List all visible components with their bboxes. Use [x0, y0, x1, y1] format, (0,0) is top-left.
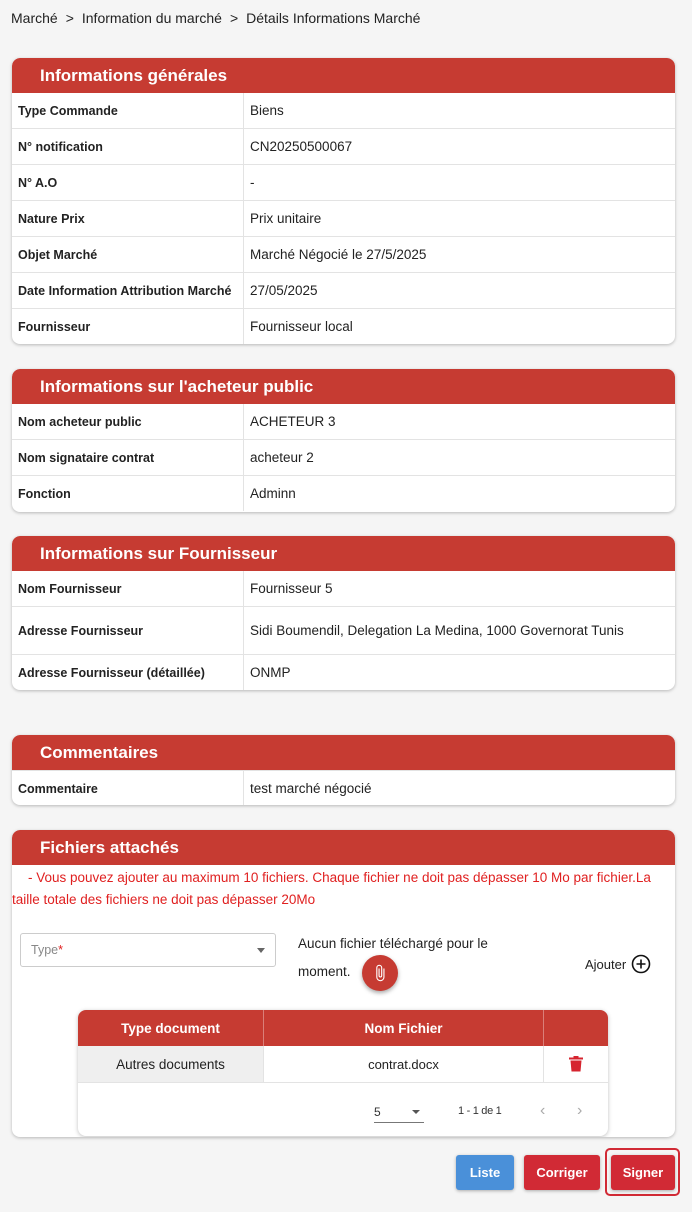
supplier-info-card	[12, 536, 675, 690]
buyer-info-title: Informations sur l'acheteur public	[12, 369, 675, 404]
info-label: Commentaire	[12, 771, 244, 805]
info-label: Fonction	[12, 476, 244, 511]
info-label: Nom signataire contrat	[12, 440, 244, 475]
plus-circle-icon	[631, 954, 651, 974]
info-label: N° A.O	[12, 165, 244, 200]
type-select-placeholder: Type	[31, 943, 59, 957]
column-header-type: Type document	[78, 1010, 264, 1046]
info-value: Fournisseur 5	[250, 581, 333, 596]
breadcrumb	[11, 10, 420, 26]
table-row	[78, 1046, 608, 1083]
chevron-down-icon	[257, 948, 265, 953]
info-row	[12, 439, 675, 475]
info-row	[12, 308, 675, 344]
info-value: Fournisseur local	[250, 319, 353, 334]
info-row	[12, 236, 675, 272]
info-value: -	[250, 175, 255, 190]
buyer-info-rows	[12, 404, 675, 511]
correct-button[interactable]: Corriger	[524, 1155, 600, 1190]
info-row	[12, 164, 675, 200]
cell-file-name: contrat.docx	[264, 1046, 544, 1082]
chevron-down-icon	[412, 1110, 420, 1114]
delete-file-button[interactable]	[544, 1046, 608, 1082]
page-range: 1 - 1 de 1	[458, 1105, 502, 1117]
info-value: CN20250500067	[250, 139, 353, 154]
info-value: Biens	[250, 103, 284, 118]
info-label: Adresse Fournisseur (détaillée)	[12, 655, 244, 690]
column-header-name: Nom Fichier	[264, 1010, 544, 1046]
attached-files-card	[12, 830, 675, 1137]
required-asterisk: *	[58, 943, 63, 957]
type-select[interactable]	[20, 933, 276, 967]
info-label: N° notification	[12, 129, 244, 164]
info-row	[12, 770, 675, 805]
no-file-message: Aucun fichier téléchargé pour le moment.	[298, 936, 488, 979]
info-label: Nom acheteur public	[12, 404, 244, 439]
list-button[interactable]: Liste	[456, 1155, 514, 1190]
buyer-info-card	[12, 369, 675, 512]
info-label: Nature Prix	[12, 201, 244, 236]
breadcrumb-item-marche[interactable]: Marché	[11, 10, 58, 26]
info-label: Adresse Fournisseur	[12, 607, 244, 654]
file-limit-note: - Vous pouvez ajouter au maximum 10 fichiers. Chaque fichier ne doit pas dépasser 10 Mo par fichier.La taille totale des fichiers ne doit pas dépasser 20Mo	[12, 870, 651, 907]
info-value: Prix unitaire	[250, 211, 322, 226]
info-row	[12, 128, 675, 164]
breadcrumb-separator: >	[65, 10, 74, 26]
info-value: ONMP	[250, 665, 291, 680]
info-label: Date Information Attribution Marché	[12, 273, 244, 308]
info-row	[12, 200, 675, 236]
pagination	[78, 1092, 608, 1132]
page-size-select[interactable]	[374, 1104, 424, 1123]
general-info-card	[12, 58, 675, 344]
info-label: Nom Fournisseur	[12, 571, 244, 606]
sign-button[interactable]: Signer	[611, 1155, 675, 1190]
info-row	[12, 606, 675, 654]
supplier-info-rows	[12, 571, 675, 690]
supplier-info-title: Informations sur Fournisseur	[12, 536, 675, 571]
general-info-title: Informations générales	[12, 58, 675, 93]
add-file-label: Ajouter	[585, 956, 627, 972]
comments-card	[12, 735, 675, 805]
page-size-value: 5	[374, 1105, 381, 1119]
info-value: Marché Négocié le 27/5/2025	[250, 247, 427, 262]
info-row	[12, 93, 675, 128]
cell-type: Autres documents	[78, 1046, 264, 1082]
prev-page-button[interactable]: ‹	[540, 1102, 546, 1119]
info-row	[12, 571, 675, 606]
info-row	[12, 272, 675, 308]
info-value: Sidi Boumendil, Delegation La Medina, 1000 Governorat Tunis	[250, 623, 624, 638]
info-row	[12, 654, 675, 690]
trash-icon	[569, 1056, 583, 1072]
attached-files-title: Fichiers attachés	[12, 830, 675, 865]
info-row	[12, 404, 675, 439]
info-value: test marché négocié	[250, 781, 372, 796]
attach-file-button[interactable]	[362, 955, 398, 991]
info-label: Type Commande	[12, 93, 244, 128]
info-value: ACHETEUR 3	[250, 414, 336, 429]
comments-title: Commentaires	[12, 735, 675, 770]
info-row	[12, 475, 675, 511]
add-file-button[interactable]	[585, 954, 651, 974]
column-header-actions	[544, 1010, 608, 1046]
info-label: Fournisseur	[12, 309, 244, 344]
info-value: acheteur 2	[250, 450, 314, 465]
paperclip-icon	[371, 963, 389, 983]
files-table	[78, 1010, 608, 1136]
breadcrumb-item-information[interactable]: Information du marché	[81, 10, 222, 26]
general-info-rows	[12, 93, 675, 344]
breadcrumb-separator: >	[229, 10, 239, 26]
info-label: Objet Marché	[12, 237, 244, 272]
breadcrumb-item-details: Détails Informations Marché	[246, 10, 421, 26]
info-value: Adminn	[250, 486, 296, 501]
info-value: 27/05/2025	[250, 283, 318, 298]
next-page-button[interactable]: ›	[577, 1102, 583, 1119]
files-table-header	[78, 1010, 608, 1046]
